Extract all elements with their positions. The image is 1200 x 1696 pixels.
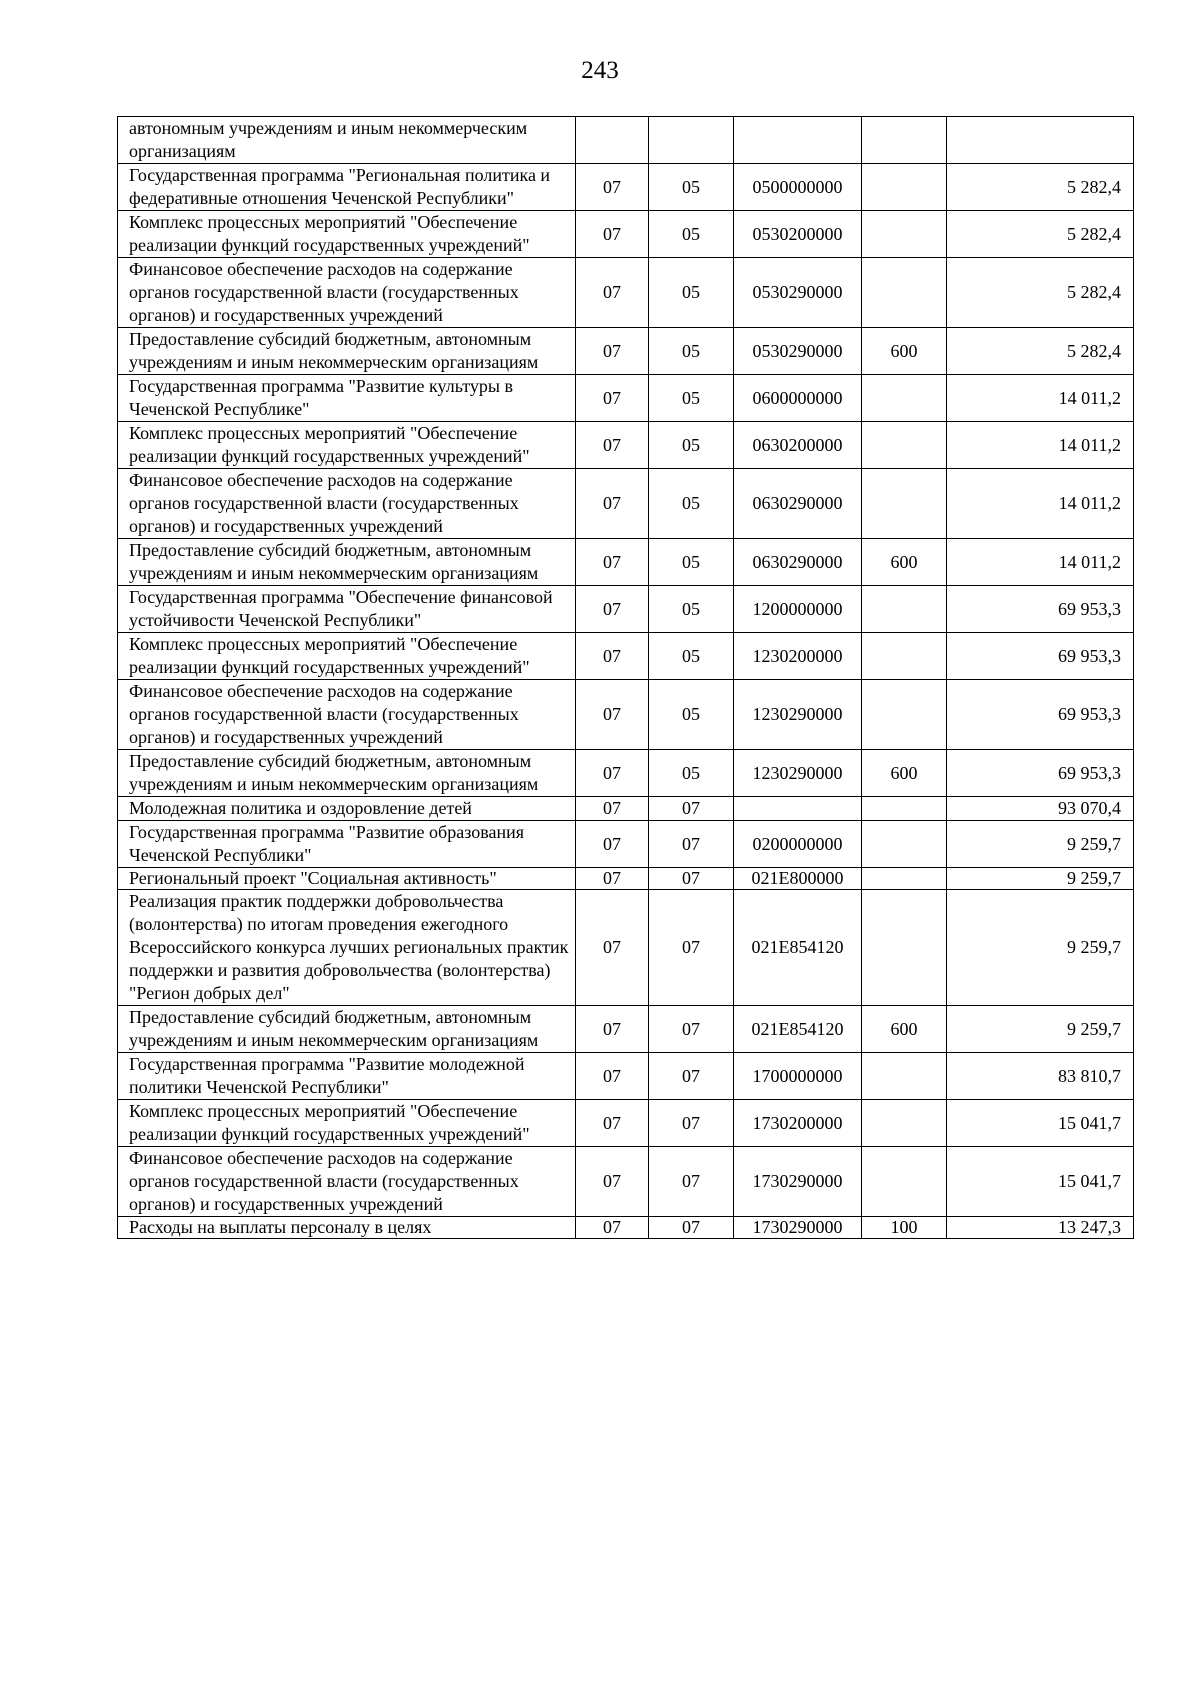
row-target-article-cell: 0600000000: [734, 375, 862, 422]
row-name-cell: Предоставление субсидий бюджетным, автономным учреждениям и иным некоммерческим организациям: [118, 539, 576, 586]
row-amount-cell: 14 011,2: [947, 375, 1134, 422]
row-target-article-cell: 021E854120: [734, 890, 862, 1006]
row-amount-cell: 15 041,7: [947, 1147, 1134, 1217]
row-amount-cell: [947, 117, 1134, 164]
row-expense-type-cell: 600: [862, 1006, 947, 1053]
row-subsection-cell: 07: [649, 1217, 734, 1239]
row-expense-type-cell: [862, 633, 947, 680]
row-name-cell: Государственная программа "Обеспечение финансовой устойчивости Чеченской Республики": [118, 586, 576, 633]
row-subsection-cell: 05: [649, 539, 734, 586]
table-row: [118, 1100, 1134, 1147]
row-expense-type-cell: [862, 797, 947, 821]
row-subsection-cell: 05: [649, 469, 734, 539]
row-section-cell: 07: [576, 539, 649, 586]
row-target-article-cell: 1230200000: [734, 633, 862, 680]
row-section-cell: 07: [576, 1053, 649, 1100]
row-expense-type-cell: 600: [862, 750, 947, 797]
row-target-article-cell: 021E800000: [734, 868, 862, 890]
row-name-cell: Предоставление субсидий бюджетным, автономным учреждениям и иным некоммерческим организациям: [118, 1006, 576, 1053]
row-subsection-cell: 05: [649, 633, 734, 680]
row-section-cell: 07: [576, 1147, 649, 1217]
row-name-cell: Комплекс процессных мероприятий "Обеспечение реализации функций государственных учреждений": [118, 1100, 576, 1147]
row-amount-cell: 5 282,4: [947, 258, 1134, 328]
table-row: [118, 868, 1134, 890]
table-row: [118, 258, 1134, 328]
row-target-article-cell: 0530290000: [734, 258, 862, 328]
row-amount-cell: 5 282,4: [947, 211, 1134, 258]
row-name-cell: Комплекс процессных мероприятий "Обеспечение реализации функций государственных учреждений": [118, 422, 576, 469]
table-row: [118, 1217, 1134, 1239]
row-subsection-cell: 07: [649, 1147, 734, 1217]
row-name-cell: Предоставление субсидий бюджетным, автономным учреждениям и иным некоммерческим организациям: [118, 328, 576, 375]
table-row: [118, 328, 1134, 375]
row-expense-type-cell: [862, 164, 947, 211]
row-amount-cell: 14 011,2: [947, 469, 1134, 539]
budget-table-body: [118, 117, 1134, 1239]
row-name-cell: Комплекс процессных мероприятий "Обеспечение реализации функций государственных учреждений": [118, 633, 576, 680]
table-row: [118, 633, 1134, 680]
row-expense-type-cell: [862, 680, 947, 750]
row-name-cell: Региональный проект "Социальная активность": [118, 868, 576, 890]
row-expense-type-cell: [862, 586, 947, 633]
row-name-cell: Финансовое обеспечение расходов на содержание органов государственной власти (государственных органов) и государственных учреждений: [118, 469, 576, 539]
row-subsection-cell: 05: [649, 211, 734, 258]
row-subsection-cell: 07: [649, 821, 734, 868]
row-section-cell: 07: [576, 633, 649, 680]
row-subsection-cell: 07: [649, 868, 734, 890]
row-name-cell: Государственная программа "Развитие культуры в Чеченской Республике": [118, 375, 576, 422]
row-target-article-cell: 0630200000: [734, 422, 862, 469]
table-row: [118, 797, 1134, 821]
row-amount-cell: 14 011,2: [947, 539, 1134, 586]
page-number: 243: [581, 57, 619, 84]
row-amount-cell: 69 953,3: [947, 586, 1134, 633]
table-row: [118, 164, 1134, 211]
table-row: [118, 117, 1134, 164]
row-target-article-cell: 1730290000: [734, 1147, 862, 1217]
row-target-article-cell: 1730200000: [734, 1100, 862, 1147]
row-section-cell: 07: [576, 680, 649, 750]
row-target-article-cell: 1230290000: [734, 750, 862, 797]
row-target-article-cell: 1230290000: [734, 680, 862, 750]
row-section-cell: 07: [576, 868, 649, 890]
row-target-article-cell: [734, 117, 862, 164]
row-amount-cell: 13 247,3: [947, 1217, 1134, 1239]
row-target-article-cell: 0200000000: [734, 821, 862, 868]
row-subsection-cell: 07: [649, 1006, 734, 1053]
row-amount-cell: 83 810,7: [947, 1053, 1134, 1100]
row-name-cell: Государственная программа "Развитие молодежной политики Чеченской Республики": [118, 1053, 576, 1100]
row-amount-cell: 93 070,4: [947, 797, 1134, 821]
table-row: [118, 890, 1134, 1006]
row-amount-cell: 5 282,4: [947, 164, 1134, 211]
row-amount-cell: 69 953,3: [947, 680, 1134, 750]
row-expense-type-cell: [862, 868, 947, 890]
table-row: [118, 680, 1134, 750]
row-target-article-cell: 0630290000: [734, 469, 862, 539]
row-expense-type-cell: [862, 469, 947, 539]
row-name-cell: Предоставление субсидий бюджетным, автономным учреждениям и иным некоммерческим организациям: [118, 750, 576, 797]
row-target-article-cell: 021E854120: [734, 1006, 862, 1053]
row-subsection-cell: 05: [649, 258, 734, 328]
row-section-cell: 07: [576, 1217, 649, 1239]
budget-table: [117, 116, 1134, 1239]
row-target-article-cell: 1730290000: [734, 1217, 862, 1239]
row-expense-type-cell: [862, 117, 947, 164]
table-row: [118, 586, 1134, 633]
row-expense-type-cell: 600: [862, 539, 947, 586]
row-section-cell: 07: [576, 797, 649, 821]
table-row: [118, 469, 1134, 539]
table-row: [118, 211, 1134, 258]
row-section-cell: 07: [576, 1006, 649, 1053]
table-row: [118, 1006, 1134, 1053]
table-row: [118, 1053, 1134, 1100]
row-expense-type-cell: [862, 422, 947, 469]
row-subsection-cell: 05: [649, 586, 734, 633]
row-expense-type-cell: [862, 1100, 947, 1147]
row-subsection-cell: 05: [649, 750, 734, 797]
row-section-cell: 07: [576, 375, 649, 422]
table-row: [118, 750, 1134, 797]
row-name-cell: Финансовое обеспечение расходов на содержание органов государственной власти (государственных органов) и государственных учреждений: [118, 1147, 576, 1217]
row-subsection-cell: 05: [649, 328, 734, 375]
row-amount-cell: 5 282,4: [947, 328, 1134, 375]
row-section-cell: 07: [576, 821, 649, 868]
row-amount-cell: 15 041,7: [947, 1100, 1134, 1147]
row-section-cell: 07: [576, 328, 649, 375]
row-section-cell: 07: [576, 469, 649, 539]
row-subsection-cell: 07: [649, 1100, 734, 1147]
row-name-cell: Молодежная политика и оздоровление детей: [118, 797, 576, 821]
row-target-article-cell: 1700000000: [734, 1053, 862, 1100]
row-target-article-cell: [734, 797, 862, 821]
row-section-cell: 07: [576, 890, 649, 1006]
row-subsection-cell: 05: [649, 422, 734, 469]
row-subsection-cell: 07: [649, 890, 734, 1006]
row-target-article-cell: 0630290000: [734, 539, 862, 586]
row-subsection-cell: 05: [649, 680, 734, 750]
table-row: [118, 1147, 1134, 1217]
row-name-cell: Финансовое обеспечение расходов на содержание органов государственной власти (государственных органов) и государственных учреждений: [118, 680, 576, 750]
row-section-cell: 07: [576, 211, 649, 258]
row-amount-cell: 69 953,3: [947, 633, 1134, 680]
row-amount-cell: 69 953,3: [947, 750, 1134, 797]
row-amount-cell: 9 259,7: [947, 868, 1134, 890]
row-target-article-cell: 0530290000: [734, 328, 862, 375]
row-expense-type-cell: [862, 258, 947, 328]
table-row: [118, 422, 1134, 469]
table-row: [118, 375, 1134, 422]
row-section-cell: 07: [576, 258, 649, 328]
row-amount-cell: 9 259,7: [947, 1006, 1134, 1053]
row-name-cell: Реализация практик поддержки добровольчества (волонтерства) по итогам проведения ежегодного Всероссийского конкурса лучших региональных практик поддержки и развития добровольчества (волонтерства) "Регион добрых дел": [118, 890, 576, 1006]
row-amount-cell: 9 259,7: [947, 890, 1134, 1006]
row-section-cell: 07: [576, 164, 649, 211]
row-section-cell: [576, 117, 649, 164]
row-expense-type-cell: 600: [862, 328, 947, 375]
row-section-cell: 07: [576, 750, 649, 797]
row-name-cell: автономным учреждениям и иным некоммерческим организациям: [118, 117, 576, 164]
row-name-cell: Комплекс процессных мероприятий "Обеспечение реализации функций государственных учреждений": [118, 211, 576, 258]
row-section-cell: 07: [576, 586, 649, 633]
table-row: [118, 821, 1134, 868]
row-section-cell: 07: [576, 1100, 649, 1147]
row-expense-type-cell: [862, 211, 947, 258]
row-expense-type-cell: [862, 890, 947, 1006]
row-expense-type-cell: [862, 1053, 947, 1100]
row-expense-type-cell: [862, 1147, 947, 1217]
row-subsection-cell: 07: [649, 797, 734, 821]
row-name-cell: Расходы на выплаты персоналу в целях: [118, 1217, 576, 1239]
row-name-cell: Финансовое обеспечение расходов на содержание органов государственной власти (государственных органов) и государственных учреждений: [118, 258, 576, 328]
row-target-article-cell: 1200000000: [734, 586, 862, 633]
row-amount-cell: 14 011,2: [947, 422, 1134, 469]
row-section-cell: 07: [576, 422, 649, 469]
row-subsection-cell: 05: [649, 164, 734, 211]
row-subsection-cell: [649, 117, 734, 164]
row-expense-type-cell: [862, 375, 947, 422]
row-target-article-cell: 0530200000: [734, 211, 862, 258]
row-name-cell: Государственная программа "Региональная политика и федеративные отношения Чеченской Республики": [118, 164, 576, 211]
row-subsection-cell: 05: [649, 375, 734, 422]
row-expense-type-cell: [862, 821, 947, 868]
row-expense-type-cell: 100: [862, 1217, 947, 1239]
row-amount-cell: 9 259,7: [947, 821, 1134, 868]
row-target-article-cell: 0500000000: [734, 164, 862, 211]
table-row: [118, 539, 1134, 586]
row-name-cell: Государственная программа "Развитие образования Чеченской Республики": [118, 821, 576, 868]
row-subsection-cell: 07: [649, 1053, 734, 1100]
